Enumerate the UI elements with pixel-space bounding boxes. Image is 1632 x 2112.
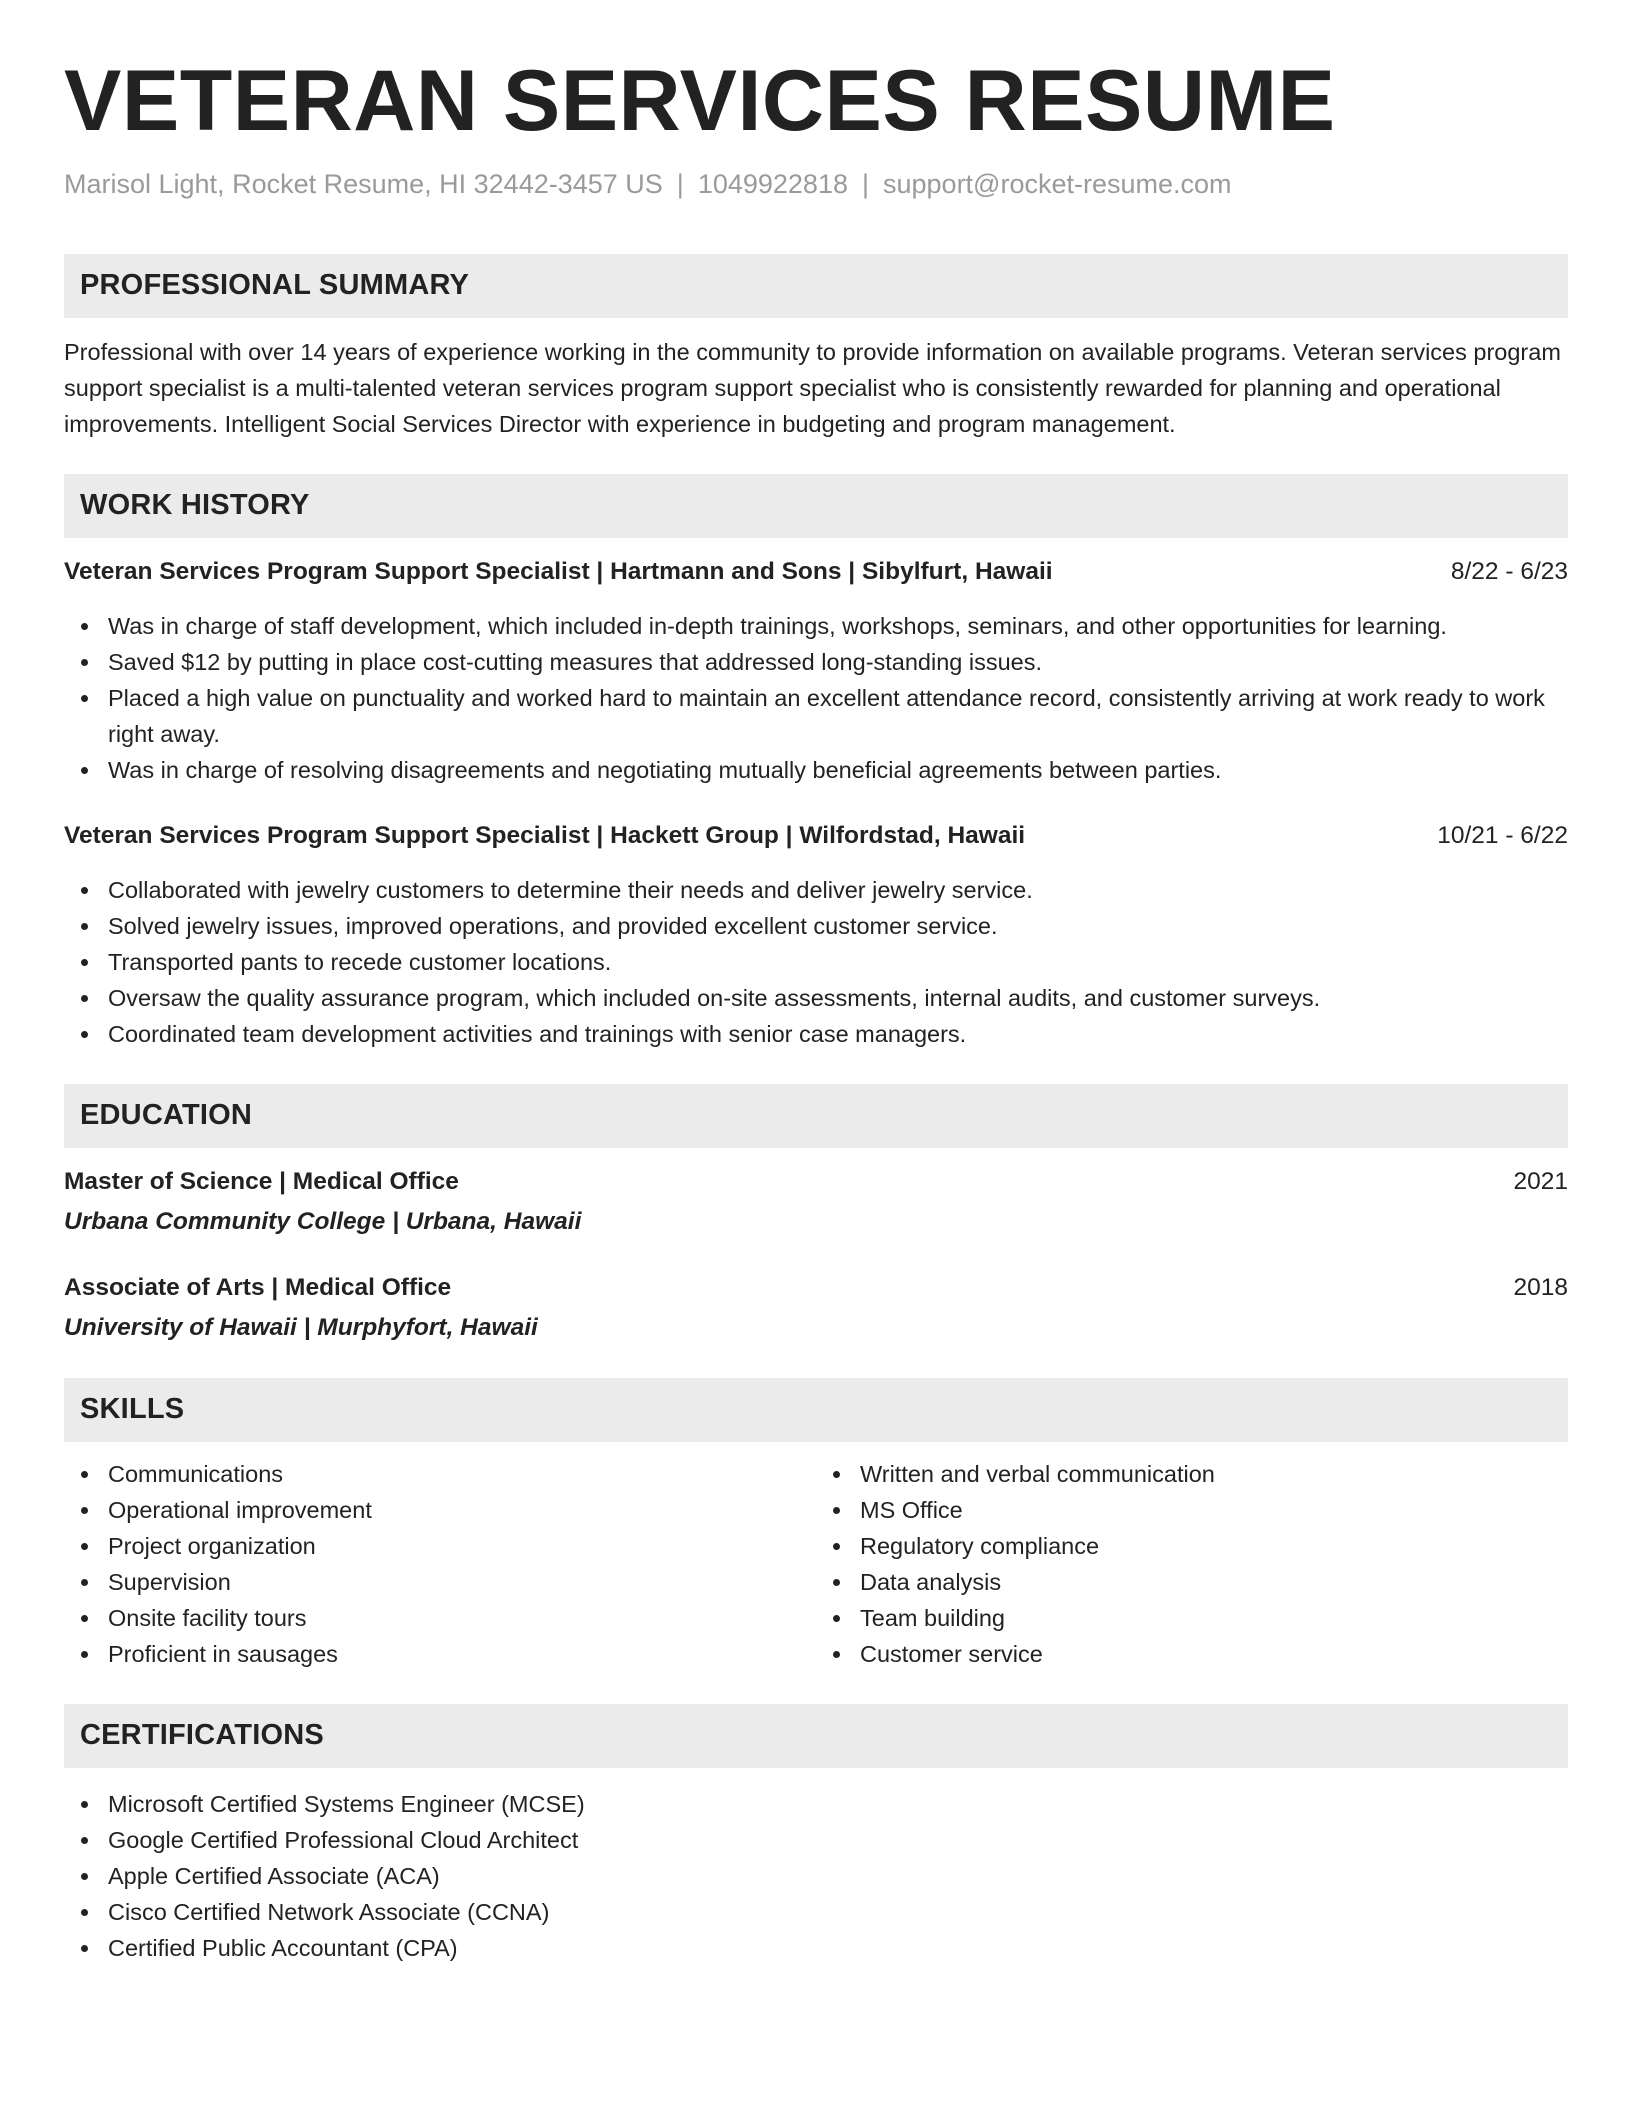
skill-item: Communications	[108, 1456, 816, 1492]
skills-list	[816, 1456, 1568, 1672]
certification-item: Certified Public Accountant (CPA)	[108, 1930, 1568, 1966]
skill-item: Team building	[860, 1600, 1568, 1636]
skill-item: Supervision	[108, 1564, 816, 1600]
summary-text: Professional with over 14 years of experience working in the community to provide information on available programs. Veteran services program support specialist is a multi-talented veteran services program support specialist who is consistently rewarded for planning and operational improvements. Intelligent Social Services Director with experience in budgeting and program management.	[64, 338, 1561, 437]
job-bullet: Placed a high value on punctuality and worked hard to maintain an excellent attendance record, consistently arriving at work ready to work right away.	[108, 680, 1568, 752]
contact-separator: |	[676, 168, 684, 199]
skill-item: Customer service	[860, 1636, 1568, 1672]
section-heading-certifications: CERTIFICATIONS	[64, 1704, 1568, 1768]
skill-item: Proficient in sausages	[108, 1636, 816, 1672]
summary-section	[64, 254, 1568, 442]
job-bullet: Was in charge of resolving disagreements and negotiating mutually beneficial agreements between parties.	[108, 752, 1568, 788]
education-entry	[64, 1270, 1568, 1346]
skills-grid	[64, 1456, 1568, 1672]
job-header	[64, 818, 1568, 854]
skill-item: Data analysis	[860, 1564, 1568, 1600]
contact-line	[64, 167, 1568, 202]
job-bullets	[64, 608, 1568, 788]
job-title: Veteran Services Program Support Specialist | Hackett Group | Wilfordstad, Hawaii	[64, 821, 1026, 849]
certifications-list	[64, 1786, 1568, 1966]
skill-item: Operational improvement	[108, 1492, 816, 1528]
resume-title: VETERAN SERVICES RESUME	[64, 53, 1336, 149]
contact-email: support@rocket-resume.com	[883, 168, 1232, 199]
education-school: Urbana Community College | Urbana, Hawaii	[64, 1207, 582, 1235]
education-school: University of Hawaii | Murphyfort, Hawaii	[64, 1313, 538, 1341]
job-title: Veteran Services Program Support Specialist | Hartmann and Sons | Sibylfurt, Hawaii	[64, 557, 1053, 585]
section-heading-work-history: WORK HISTORY	[64, 474, 1568, 538]
work-history-section	[64, 474, 1568, 1052]
contact-address: Marisol Light, Rocket Resume, HI 32442-3457 US	[64, 168, 663, 199]
job-entry	[64, 554, 1568, 788]
certification-item: Apple Certified Associate (ACA)	[108, 1858, 1568, 1894]
certification-item: Microsoft Certified Systems Engineer (MCSE)	[108, 1786, 1568, 1822]
job-bullet: Transported pants to recede customer locations.	[108, 944, 1568, 980]
education-year: 2021	[1513, 1167, 1568, 1195]
education-header	[64, 1270, 1568, 1306]
education-section	[64, 1084, 1568, 1346]
certifications-section	[64, 1704, 1568, 1966]
skill-item: Project organization	[108, 1528, 816, 1564]
job-bullet: Coordinated team development activities and trainings with senior case managers.	[108, 1016, 1568, 1052]
section-heading-skills: SKILLS	[64, 1378, 1568, 1442]
job-bullets	[64, 872, 1568, 1052]
job-bullet: Solved jewelry issues, improved operations, and provided excellent customer service.	[108, 908, 1568, 944]
job-header	[64, 554, 1568, 590]
education-year: 2018	[1513, 1273, 1568, 1301]
certification-item: Google Certified Professional Cloud Architect	[108, 1822, 1568, 1858]
skill-item: MS Office	[860, 1492, 1568, 1528]
job-bullet: Collaborated with jewelry customers to determine their needs and deliver jewelry service.	[108, 872, 1568, 908]
section-heading-education: EDUCATION	[64, 1084, 1568, 1148]
job-entry	[64, 818, 1568, 1052]
education-entry	[64, 1164, 1568, 1240]
job-bullet: Was in charge of staff development, which included in-depth trainings, workshops, seminars, and other opportunities for learning.	[108, 608, 1568, 644]
contact-separator: |	[861, 168, 869, 199]
education-degree: Associate of Arts | Medical Office	[64, 1273, 452, 1301]
certification-item: Cisco Certified Network Associate (CCNA)	[108, 1894, 1568, 1930]
education-header	[64, 1164, 1568, 1200]
skill-item: Regulatory compliance	[860, 1528, 1568, 1564]
skills-section	[64, 1378, 1568, 1672]
education-degree: Master of Science | Medical Office	[64, 1167, 459, 1195]
job-dates: 8/22 - 6/23	[1450, 557, 1568, 585]
section-heading-summary: PROFESSIONAL SUMMARY	[64, 254, 1568, 318]
skills-column-right	[816, 1456, 1568, 1672]
skills-list	[64, 1456, 816, 1672]
skill-item: Written and verbal communication	[860, 1456, 1568, 1492]
contact-phone: 1049922818	[697, 168, 848, 199]
job-dates: 10/21 - 6/22	[1437, 821, 1568, 849]
job-bullet: Saved $12 by putting in place cost-cutting measures that addressed long-standing issues.	[108, 644, 1568, 680]
job-bullet: Oversaw the quality assurance program, which included on-site assessments, internal audits, and customer surveys.	[108, 980, 1568, 1016]
skills-column-left	[64, 1456, 816, 1672]
skill-item: Onsite facility tours	[108, 1600, 816, 1636]
